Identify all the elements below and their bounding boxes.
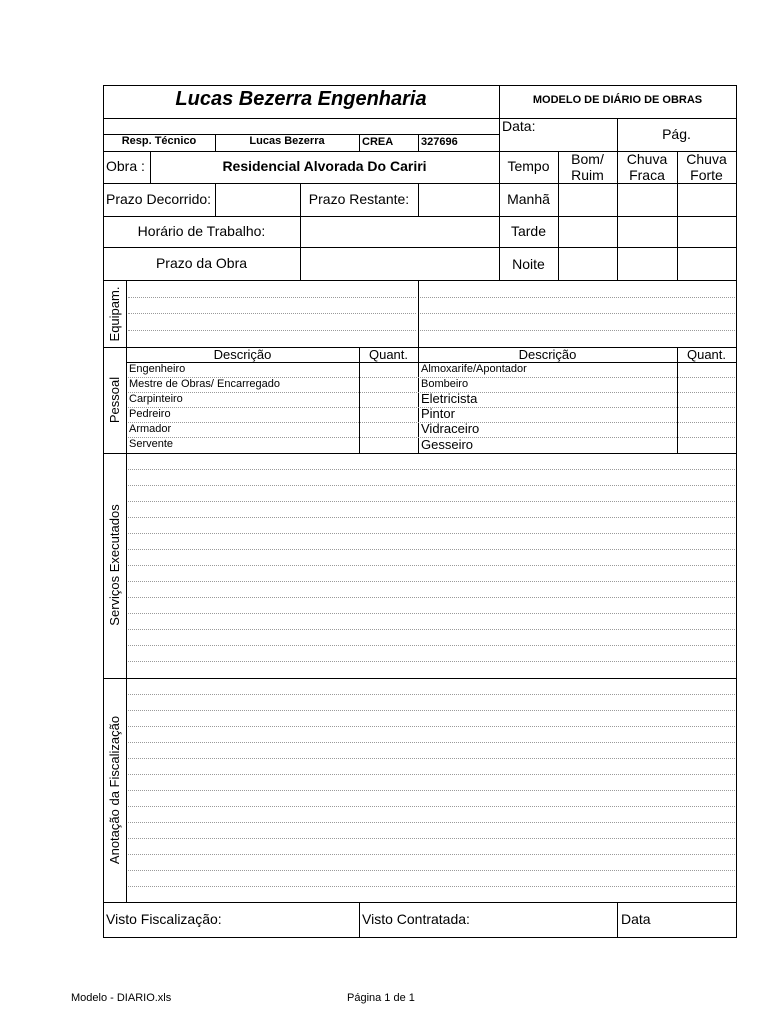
- staff-item-pintor: Pintor: [421, 406, 455, 421]
- line-prazo-div-3: [418, 183, 419, 216]
- staff-item-carpinteiro: Carpinteiro: [129, 393, 183, 405]
- ruled-line: [128, 597, 735, 598]
- frame-left: [103, 85, 104, 937]
- data-footer-label[interactable]: Data: [621, 911, 651, 927]
- frame-right: [736, 85, 737, 937]
- line-prazo-div-1: [215, 183, 216, 216]
- ruled-line: [128, 886, 735, 887]
- ruled-line: [128, 485, 735, 486]
- staff-item-gesseiro: Gesseiro: [421, 437, 474, 452]
- ruled-line: [128, 790, 735, 791]
- section-equipamentos: Equipam.: [107, 286, 122, 342]
- frame-bottom: [103, 937, 737, 938]
- staff-item-vidraceiro: Vidraceiro: [421, 421, 480, 436]
- ruled-line: [128, 297, 416, 298]
- ruled-line: [128, 710, 735, 711]
- prazo-decorrido-label: Prazo Decorrido:: [106, 191, 212, 207]
- resp-tecnico-label: Resp. Técnico: [121, 135, 197, 147]
- ruled-line: [128, 822, 735, 823]
- file-name: Modelo - DIARIO.xls: [71, 992, 172, 1004]
- descricao-header-left: Descrição: [213, 347, 272, 362]
- line-servicos-bottom: [103, 678, 737, 679]
- page-number: Página 1 de 1: [347, 992, 415, 1004]
- ruled-line: [128, 533, 735, 534]
- line-anotacao-bottom: [103, 902, 737, 903]
- ruled-line: [128, 854, 735, 855]
- line-visto-div-1: [359, 902, 360, 937]
- obra-name: Residencial Alvorada Do Cariri: [222, 158, 427, 174]
- company-title: Lucas Bezerra Engenharia: [175, 88, 427, 110]
- frame-top: [103, 85, 737, 86]
- line-obra-bottom: [103, 183, 737, 184]
- ruled-line: [128, 581, 735, 582]
- model-title: MODELO DE DIÁRIO DE OBRAS: [532, 94, 703, 106]
- ruled-line: [128, 838, 735, 839]
- ruled-line: [128, 870, 735, 871]
- ruled-line: [128, 629, 735, 630]
- section-servicos-executados: Serviços Executados: [107, 504, 122, 626]
- staff-item-bombeiro: Bombeiro: [421, 378, 469, 390]
- manha-label: Manhã: [507, 191, 550, 207]
- ruled-line: [420, 313, 735, 314]
- obra-label: Obra :: [106, 158, 145, 174]
- staff-item-armador: Armador: [129, 423, 172, 435]
- quant-header-left: Quant.: [368, 347, 409, 362]
- quant-header-right: Quant.: [686, 347, 727, 362]
- section-pessoal: Pessoal: [107, 376, 122, 424]
- staff-item-mestre-de-obras: Mestre de Obras/ Encarregado: [129, 378, 281, 390]
- ruled-line: [128, 565, 735, 566]
- bom-ruim-line-1: Bom/: [571, 151, 604, 167]
- tarde-label: Tarde: [510, 223, 547, 239]
- crea-label: CREA: [362, 136, 394, 148]
- ruled-line: [128, 806, 735, 807]
- data-label[interactable]: Data:: [502, 118, 536, 134]
- ruled-line: [128, 613, 735, 614]
- chuva-forte-label: [677, 151, 736, 183]
- section-anotacao-fiscalizacao: Anotação da Fiscalização: [107, 715, 122, 865]
- pag-label[interactable]: Pág.: [662, 126, 691, 142]
- staff-item-pedreiro: Pedreiro: [129, 408, 171, 420]
- staff-item-almoxarife: Almoxarife/Apontador: [421, 363, 527, 375]
- ruled-line: [128, 549, 735, 550]
- prazo-obra-label: Prazo da Obra: [155, 255, 248, 271]
- bom-ruim-line-2: Ruim: [571, 167, 604, 183]
- descricao-header-right: Descrição: [518, 347, 577, 362]
- chuva-fraca-line-2: Fraca: [629, 167, 665, 183]
- line-section-label-col: [126, 280, 127, 902]
- ruled-line: [128, 742, 735, 743]
- ruled-line: [128, 313, 416, 314]
- chuva-forte-line-2: Forte: [690, 167, 723, 183]
- line-horario-div: [300, 216, 301, 280]
- horario-label: Horário de Trabalho:: [137, 223, 266, 239]
- staff-item-servente: Servente: [129, 438, 174, 450]
- ruled-line: [128, 501, 735, 502]
- line-prazo-obra-bottom: [103, 280, 737, 281]
- chuva-fraca-label: [617, 151, 677, 183]
- ruled-line: [420, 330, 735, 331]
- visto-fiscalizacao-label[interactable]: Visto Fiscalização:: [106, 911, 222, 927]
- line-prazo-bottom: [103, 216, 737, 217]
- staff-item-eletricista: Eletricista: [421, 391, 478, 406]
- ruled-line: [128, 517, 735, 518]
- ruled-line: [128, 330, 416, 331]
- ruled-line: [128, 645, 735, 646]
- ruled-line: [420, 297, 735, 298]
- ruled-line: [128, 469, 735, 470]
- ruled-line: [128, 694, 735, 695]
- line-equip-mid: [418, 280, 419, 347]
- resp-tecnico-name: Lucas Bezerra: [249, 135, 325, 147]
- bom-ruim-label: [558, 151, 617, 183]
- ruled-line: [128, 661, 735, 662]
- prazo-restante-label: Prazo Restante:: [308, 191, 410, 207]
- tempo-label: Tempo: [507, 158, 550, 174]
- line-title-bottom: [103, 118, 737, 119]
- line-resp-div-2: [359, 134, 360, 151]
- crea-value: 327696: [421, 136, 458, 148]
- ruled-line: [128, 726, 735, 727]
- chuva-forte-line-1: Chuva: [686, 151, 727, 167]
- line-visto-div-2: [617, 902, 618, 937]
- chuva-fraca-line-1: Chuva: [626, 151, 668, 167]
- line-resp-div-3: [418, 134, 419, 151]
- ruled-line: [128, 758, 735, 759]
- ruled-line: [128, 774, 735, 775]
- staff-item-engenheiro: Engenheiro: [129, 363, 186, 375]
- visto-contratada-label[interactable]: Visto Contratada:: [362, 911, 470, 927]
- noite-label: Noite: [512, 256, 545, 272]
- line-pessoal-bottom: [103, 453, 737, 454]
- line-horario-bottom: [103, 247, 737, 248]
